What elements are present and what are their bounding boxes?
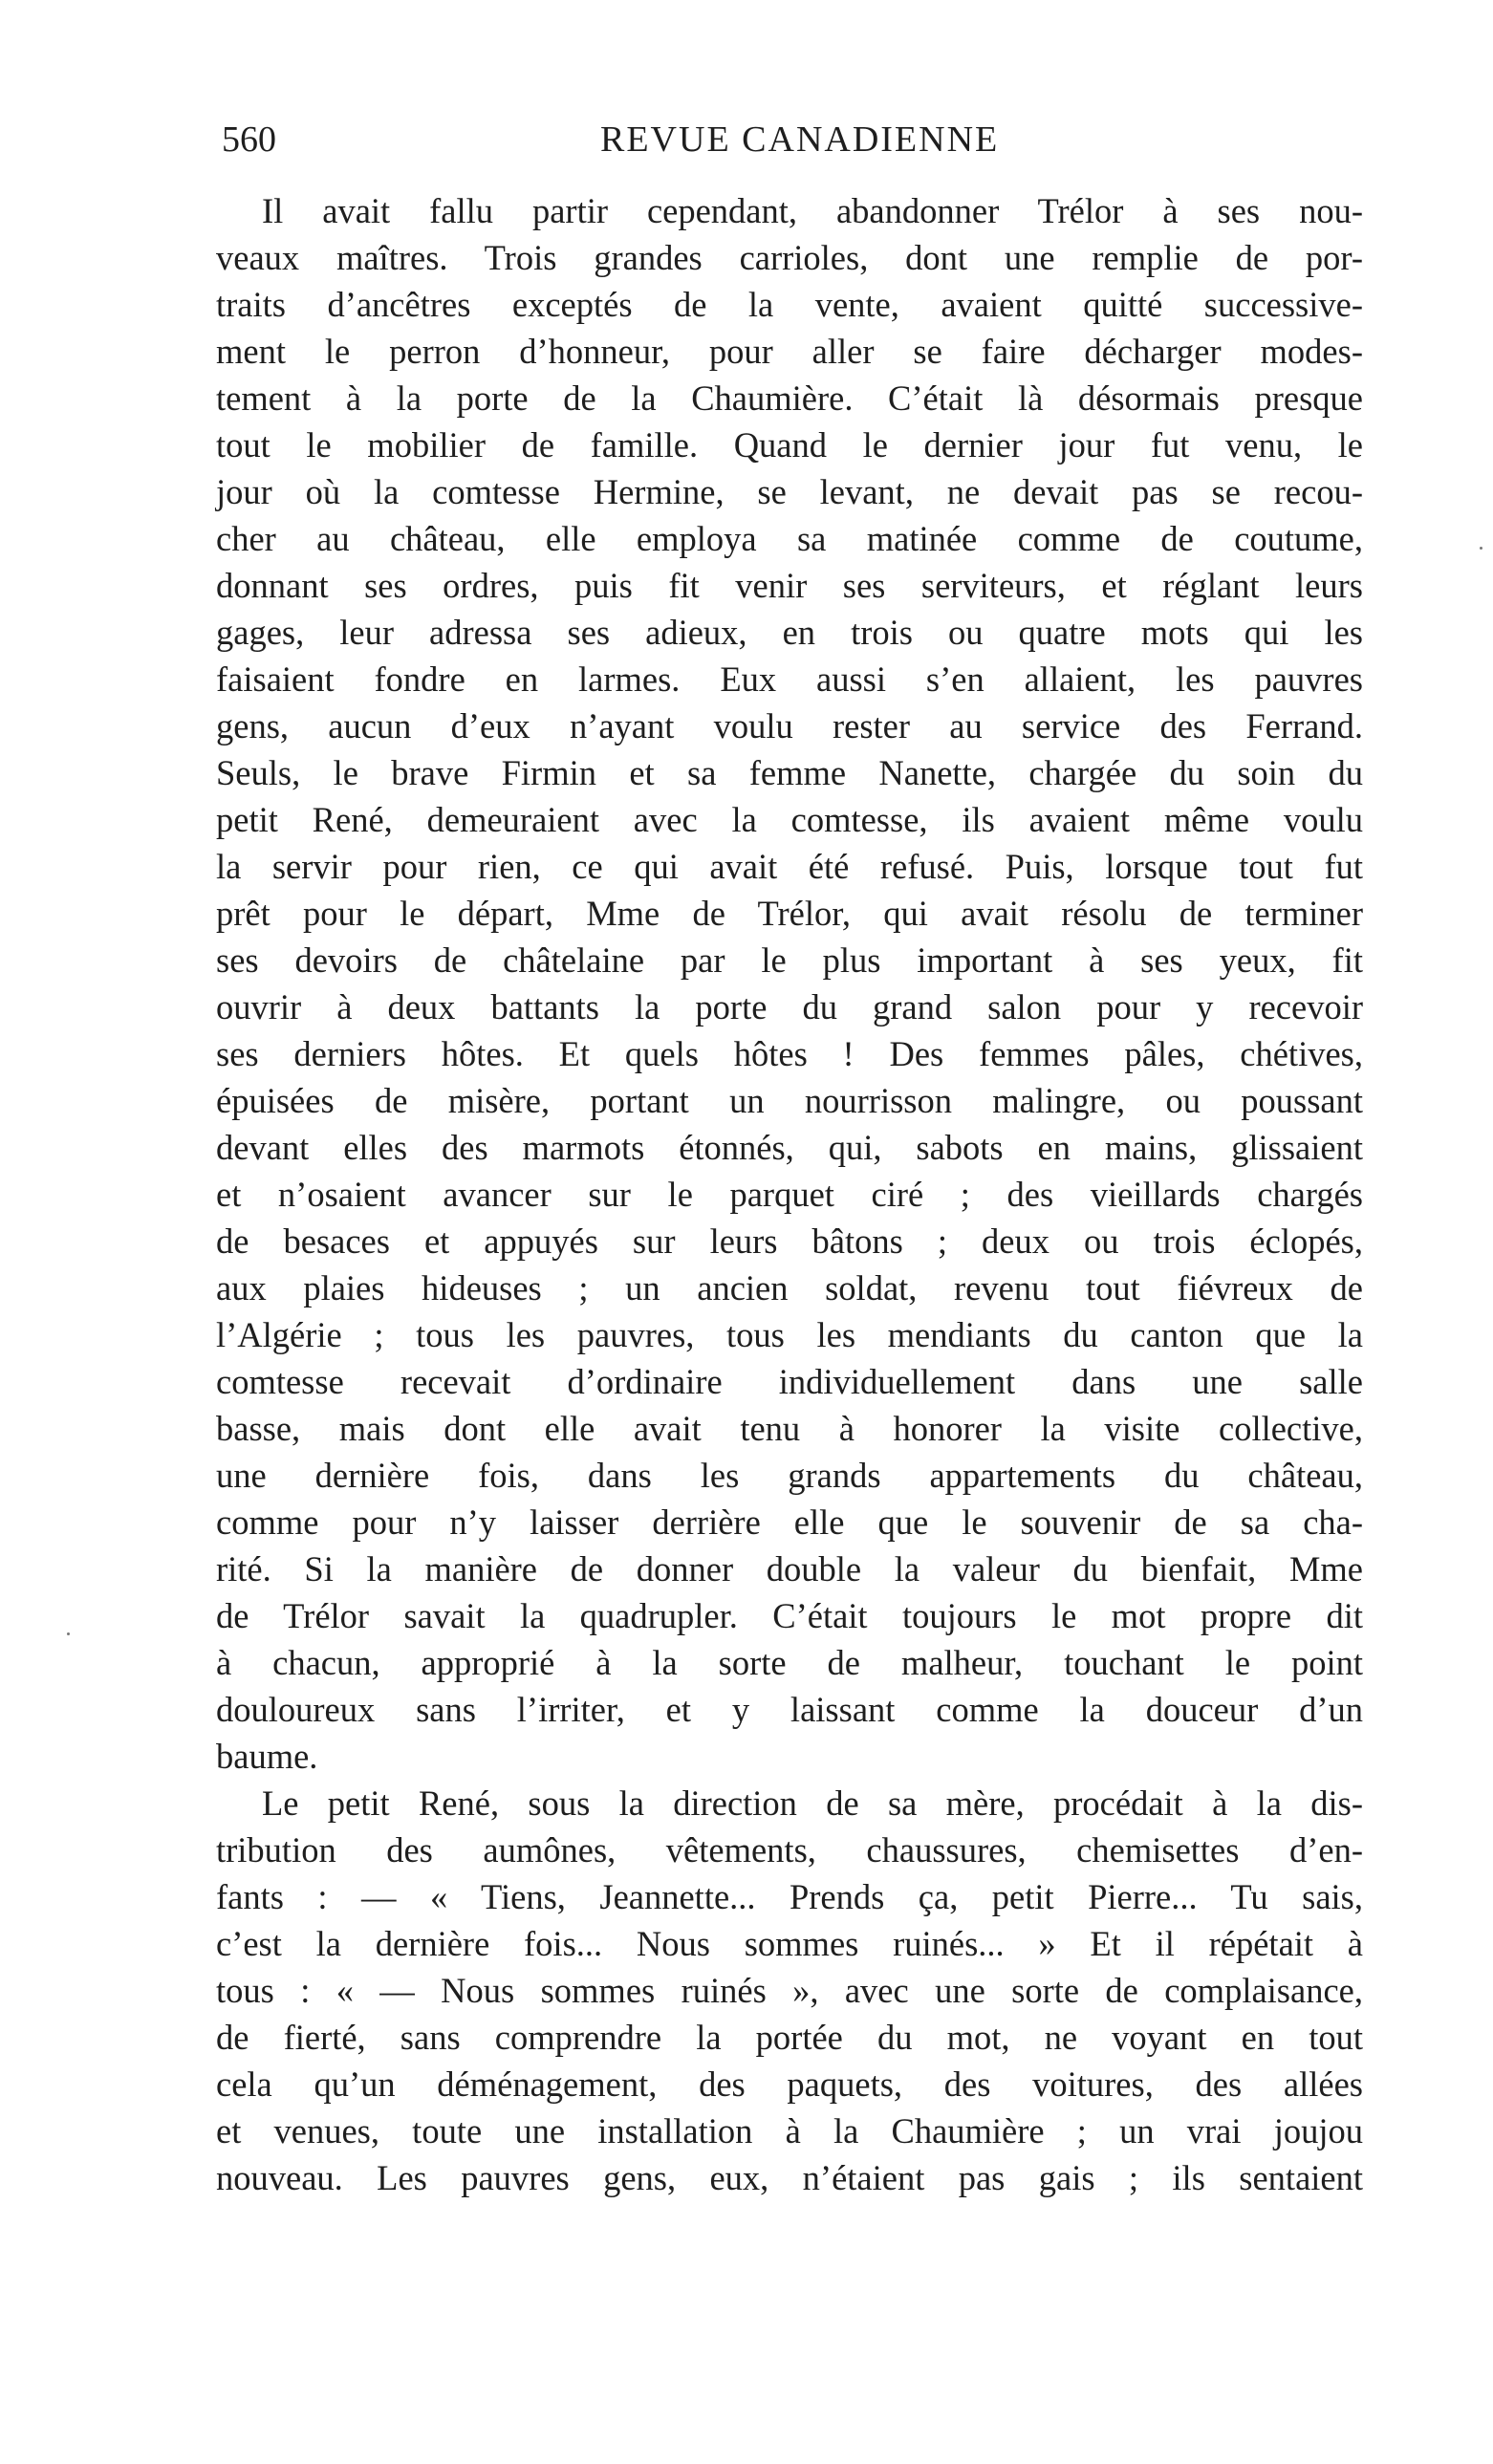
text-line: épuisées de misère, portant un nourrisson malingre, ou poussant	[216, 1081, 1363, 1120]
text-line: aux plaies hideuses ; un ancien soldat, revenu tout fiévreux de	[216, 1268, 1363, 1308]
text-line: à chacun, approprié à la sorte de malheur, touchant le point	[216, 1643, 1363, 1682]
page-number: 560	[222, 119, 276, 160]
text-line: de besaces et appuyés sur leurs bâtons ; deux ou trois éclopés,	[216, 1221, 1363, 1261]
text-line: Il avait fallu partir cependant, abandonner Trélor à ses nou-	[262, 191, 1363, 230]
text-line: c’est la dernière fois... Nous sommes ruinés... » Et il répétait à	[216, 1924, 1363, 1963]
text-line: comme pour n’y laisser derrière elle que le souvenir de sa cha-	[216, 1502, 1363, 1542]
text-line: la servir pour rien, ce qui avait été refusé. Puis, lorsque tout fut	[216, 847, 1363, 886]
scan-speck	[1480, 547, 1482, 550]
text-line: devant elles des marmots étonnés, qui, sabots en mains, glissaient	[216, 1128, 1363, 1167]
paragraph-2	[216, 1780, 1363, 2201]
text-line: de Trélor savait la quadrupler. C’était toujours le mot propre dit	[216, 1596, 1363, 1635]
text-line: gens, aucun d’eux n’ayant voulu rester au service des Ferrand.	[216, 706, 1363, 746]
text-line: ouvrir à deux battants la porte du grand salon pour y recevoir	[216, 987, 1363, 1027]
text-line: donnant ses ordres, puis fit venir ses serviteurs, et réglant leurs	[216, 566, 1363, 605]
text-line: tement à la porte de la Chaumière. C’était là désormais presque	[216, 378, 1363, 418]
text-line: de fierté, sans comprendre la portée du mot, ne voyant en tout	[216, 2018, 1363, 2057]
text-line: ses derniers hôtes. Et quels hôtes ! Des femmes pâles, chétives,	[216, 1034, 1363, 1073]
text-line: jour où la comtesse Hermine, se levant, ne devait pas se recou-	[216, 472, 1363, 511]
text-line: une dernière fois, dans les grands appartements du château,	[216, 1456, 1363, 1495]
text-line: cher au château, elle employa sa matinée comme de coutume,	[216, 519, 1363, 558]
paragraph-1	[216, 187, 1363, 1780]
text-line: tous : « — Nous sommes ruinés », avec une sorte de complaisance,	[216, 1971, 1363, 2010]
text-line: tout le mobilier de famille. Quand le dernier jour fut venu, le	[216, 425, 1363, 465]
text-line: Le petit René, sous la direction de sa mère, procédait à la dis-	[262, 1783, 1363, 1823]
text-line: baume.	[216, 1737, 318, 1776]
body-text	[216, 187, 1363, 2201]
text-line: ment le perron d’honneur, pour aller se faire décharger modes-	[216, 332, 1363, 371]
text-line: ses devoirs de châtelaine par le plus important à ses yeux, fit	[216, 940, 1363, 980]
text-line: basse, mais dont elle avait tenu à honorer la visite collective,	[216, 1409, 1363, 1448]
text-line: petit René, demeuraient avec la comtesse, ils avaient même voulu	[216, 800, 1363, 839]
text-line: gages, leur adressa ses adieux, en trois ou quatre mots qui les	[216, 613, 1363, 652]
running-head: REVUE CANADIENNE	[600, 119, 1000, 160]
text-line: fants : — « Tiens, Jeannette... Prends ça, petit Pierre... Tu sais,	[216, 1877, 1363, 1916]
text-line: douloureux sans l’irriter, et y laissant comme la douceur d’un	[216, 1690, 1363, 1729]
text-line: et n’osaient avancer sur le parquet ciré ; des vieillards chargés	[216, 1175, 1363, 1214]
text-line: tribution des aumônes, vêtements, chaussures, chemisettes d’en-	[216, 1830, 1363, 1870]
text-line: faisaient fondre en larmes. Eux aussi s’en allaient, les pauvres	[216, 659, 1363, 699]
text-line: Seuls, le brave Firmin et sa femme Nanette, chargée du soin du	[216, 753, 1363, 792]
scan-speck	[67, 1632, 70, 1635]
text-line: nouveau. Les pauvres gens, eux, n’étaient pas gais ; ils sentaient	[216, 2158, 1363, 2197]
text-line: veaux maîtres. Trois grandes carrioles, dont une remplie de por-	[216, 238, 1363, 277]
text-line: rité. Si la manière de donner double la valeur du bienfait, Mme	[216, 1549, 1363, 1589]
text-line: cela qu’un déménagement, des paquets, des voitures, des allées	[216, 2064, 1363, 2104]
text-line: comtesse recevait d’ordinaire individuellement dans une salle	[216, 1362, 1363, 1401]
text-line: l’Algérie ; tous les pauvres, tous les mendiants du canton que la	[216, 1315, 1363, 1354]
text-line: prêt pour le départ, Mme de Trélor, qui avait résolu de terminer	[216, 894, 1363, 933]
text-line: traits d’ancêtres exceptés de la vente, avaient quitté successive-	[216, 285, 1363, 324]
text-line: et venues, toute une installation à la Chaumière ; un vrai joujou	[216, 2111, 1363, 2151]
